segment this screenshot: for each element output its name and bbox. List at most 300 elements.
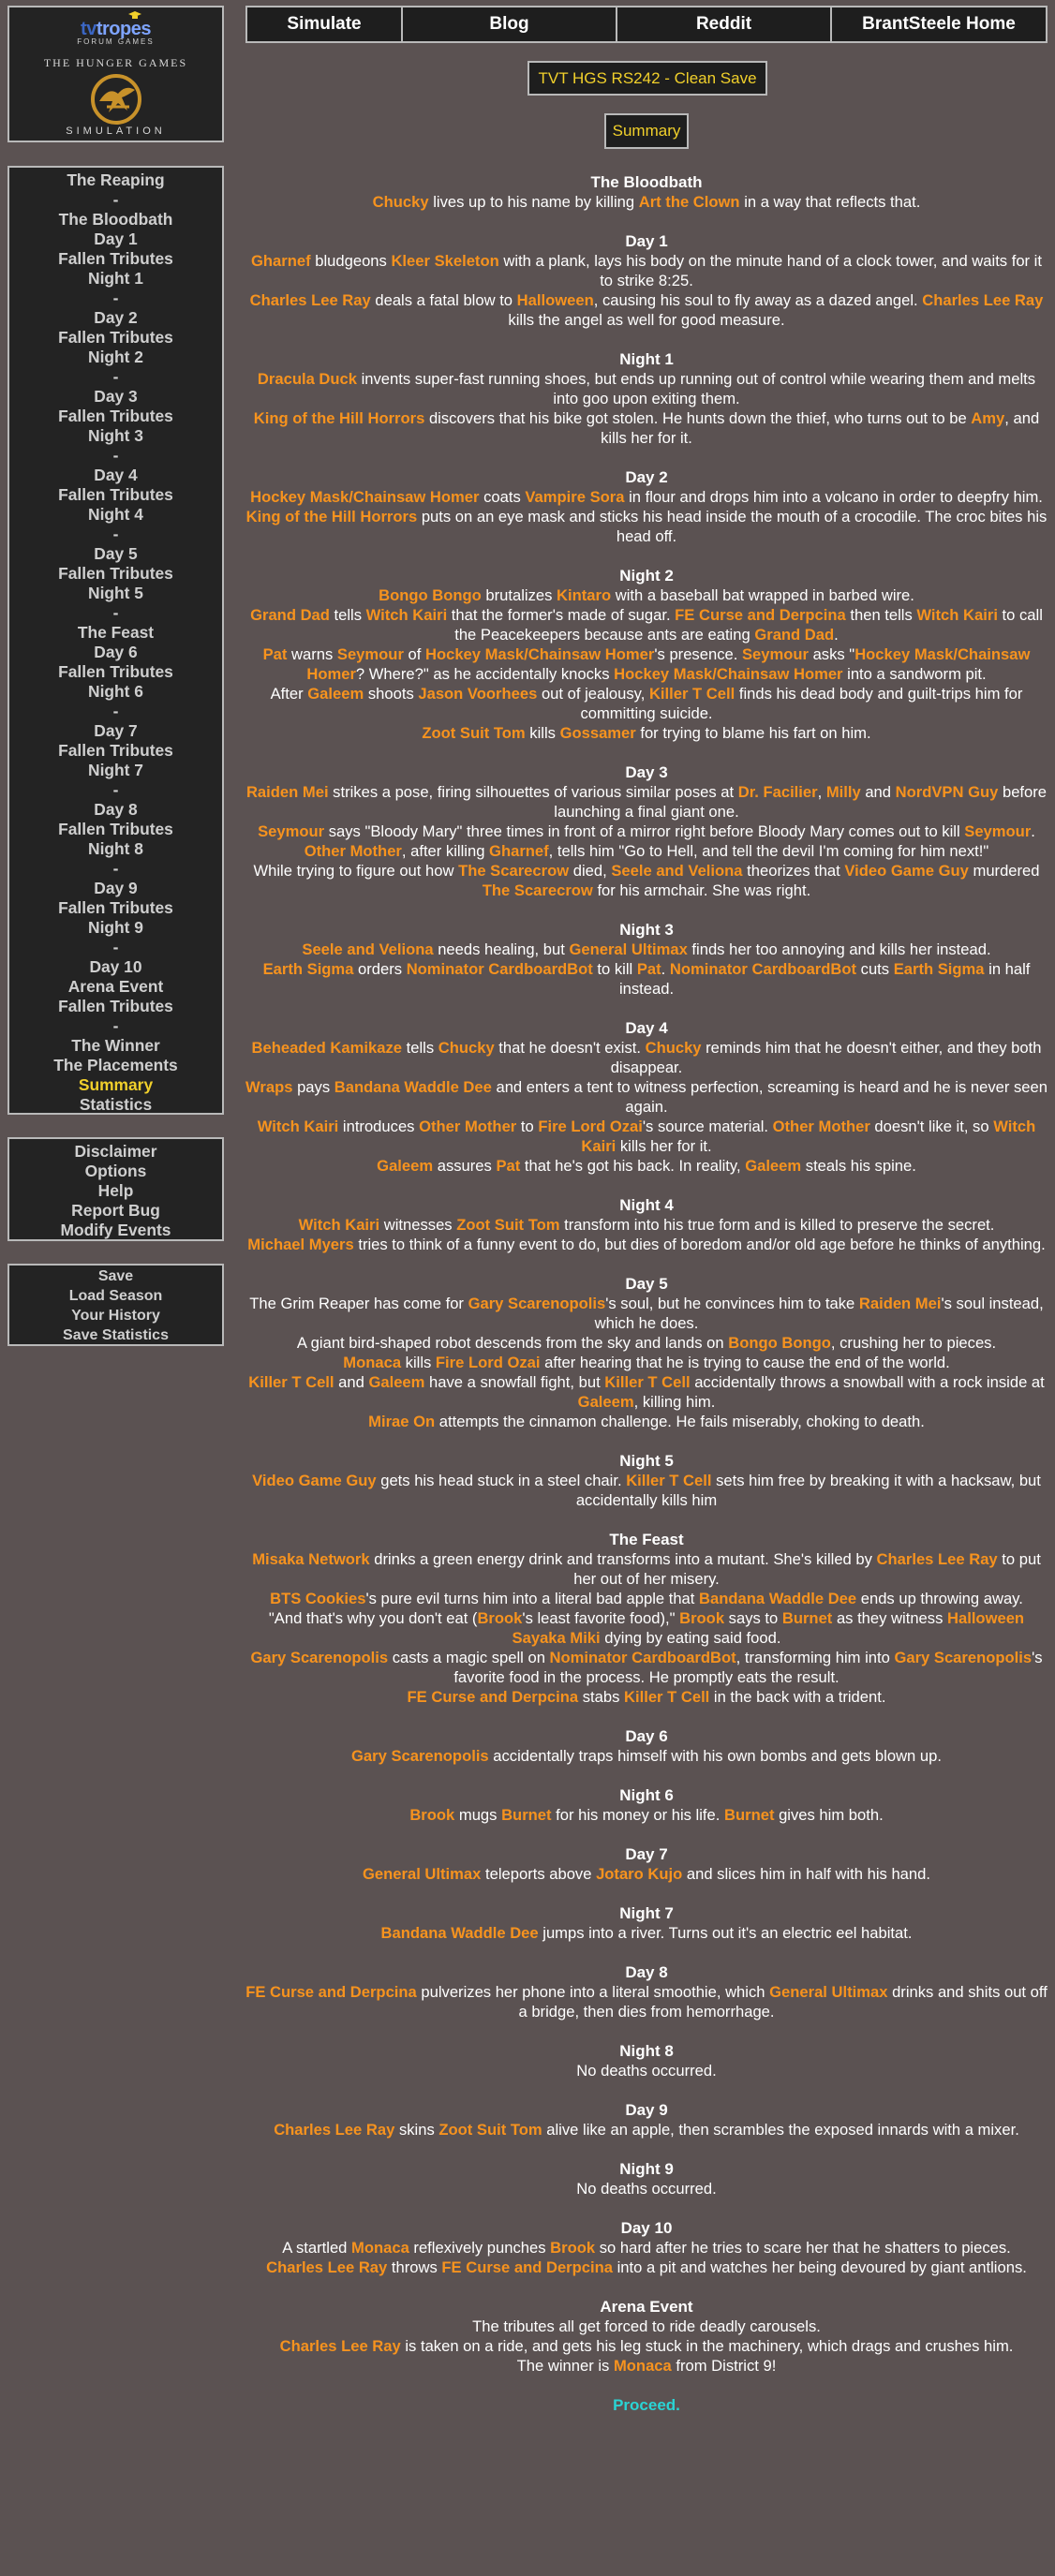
sidebar-item-fallen-tributes[interactable]: Fallen Tributes <box>58 328 173 347</box>
tribute-name: Charles Lee Ray <box>249 291 371 309</box>
section-title: The Feast <box>609 1531 684 1548</box>
nav-separator: - <box>112 938 119 956</box>
event-text: 's pure evil turns him into a literal bad apple that <box>365 1590 700 1607</box>
sidebar-item-the-bloodbath[interactable]: The Bloodbath <box>58 210 173 229</box>
event-text: finds her too annoying and kills her instead. <box>687 940 991 958</box>
tribute-name: Zoot Suit Tom <box>456 1216 560 1234</box>
sidebar-item-fallen-tributes[interactable]: Fallen Tributes <box>58 564 173 583</box>
tribute-name: Fire Lord Ozai <box>435 1354 541 1371</box>
tribute-name: Witch Kairi <box>365 606 448 624</box>
summary-content <box>245 172 1048 2415</box>
tribute-name: Pat <box>496 1157 521 1175</box>
tribute-name: Charles Lee Ray <box>279 2337 401 2355</box>
nav-separator: - <box>112 1016 119 1035</box>
sidebar-item-fallen-tributes[interactable]: Fallen Tributes <box>58 485 173 504</box>
event-text: ends up throwing away. <box>856 1590 1023 1607</box>
event-text: , crushing her to pieces. <box>830 1334 997 1352</box>
tribute-name: Other Mother <box>772 1118 870 1135</box>
event-text: transform into his true form and is killed to preserve the secret. <box>559 1216 995 1234</box>
event-line <box>245 507 1048 546</box>
tribute-name: General Ultimax <box>363 1865 482 1883</box>
event-line <box>245 684 1048 723</box>
section-day-3 <box>245 762 1048 900</box>
event-text: reflexively punches <box>409 2239 551 2257</box>
event-line <box>245 1294 1048 1333</box>
tribute-name: Burnet <box>781 1609 833 1627</box>
tribute-name: Killer T Cell <box>624 1688 710 1706</box>
event-text: bludgeons <box>310 252 392 270</box>
nav-separator: - <box>112 702 119 720</box>
event-line <box>245 1235 1048 1254</box>
tribute-name: Zoot Suit Tom <box>422 724 526 742</box>
section-title: Day 8 <box>625 1963 668 1981</box>
tribute-name: Monaca <box>343 1354 402 1371</box>
sidebar-item-save[interactable]: Save <box>97 1268 134 1284</box>
section-title: The Bloodbath <box>590 173 703 191</box>
section-title: Day 4 <box>625 1019 668 1037</box>
sidebar-item-fallen-tributes[interactable]: Fallen Tributes <box>58 898 173 917</box>
tribute-name: Killer T Cell <box>604 1373 691 1391</box>
tribute-name: Brook <box>550 2239 596 2257</box>
sidebar-item-the-reaping[interactable]: The Reaping <box>67 170 165 189</box>
section-day-5 <box>245 1274 1048 1431</box>
tribute-name: FE Curse and Derpcina <box>245 1983 417 2001</box>
tribute-name: Misaka Network <box>252 1550 370 1568</box>
nav-separator: - <box>112 525 119 543</box>
sidebar-item-load-season[interactable]: Load Season <box>68 1288 163 1304</box>
event-line <box>245 1648 1048 1687</box>
nav-separator: - <box>112 289 119 307</box>
tribute-name: Galeem <box>307 685 364 703</box>
tribute-name: King of the Hill Horrors <box>245 508 418 526</box>
sidebar-item-the-placements[interactable]: The Placements <box>53 1056 178 1074</box>
tribute-name: Earth Sigma <box>893 960 985 978</box>
event-text: kills her for it. <box>616 1137 712 1155</box>
top-nav <box>245 6 1048 43</box>
event-text: for trying to blame his fart on him. <box>635 724 871 742</box>
event-text: drinks and shits out off a bridge, then dies from hemorrhage. <box>518 1983 1048 2021</box>
section-title: Day 7 <box>625 1845 668 1863</box>
event-line <box>245 841 1048 861</box>
sidebar-item-night-1[interactable]: Night 1 <box>88 269 143 288</box>
event-text: lives up to his name by killing <box>428 193 639 211</box>
sidebar-item-day-1[interactable]: Day 1 <box>94 229 138 248</box>
sidebar-item-night-2[interactable]: Night 2 <box>88 348 143 366</box>
proceed-link[interactable]: Proceed. <box>613 2396 680 2414</box>
tribute-name: Galeem <box>745 1157 802 1175</box>
event-text: to put her out of her misery. <box>573 1550 1041 1588</box>
sidebar-item-day-3[interactable]: Day 3 <box>94 387 138 406</box>
event-text: The Grim Reaper has come for <box>249 1295 468 1312</box>
section-day-7 <box>245 1844 1048 1884</box>
event-text: , killing him. <box>633 1393 716 1411</box>
tribute-name: Gary Scarenopolis <box>351 1747 489 1765</box>
event-text: have a snowfall fight, but <box>424 1373 605 1391</box>
site-logo[interactable] <box>7 6 224 142</box>
event-line <box>245 585 1048 605</box>
event-text: ? Where?" as he accidentally knocks <box>355 665 615 683</box>
event-text: theorizes that <box>742 862 845 880</box>
sidebar-item-day-2[interactable]: Day 2 <box>94 308 138 327</box>
event-text: accidentally traps himself with his own bombs and gets blown up. <box>488 1747 942 1765</box>
event-line <box>245 2120 1048 2139</box>
section-night-9 <box>245 2159 1048 2198</box>
nav-separator: - <box>112 603 119 622</box>
event-text: in the back with a trident. <box>709 1688 886 1706</box>
section-title: Day 1 <box>625 232 668 250</box>
tribute-name: Grand Dad <box>754 626 835 644</box>
event-text: drinks a green energy drink and transforms into a mutant. She's killed by <box>369 1550 877 1568</box>
sidebar-item-night-6[interactable]: Night 6 <box>88 682 143 701</box>
tribute-name: Kleer Skeleton <box>391 252 499 270</box>
event-text: introduces <box>338 1118 420 1135</box>
section-title: Day 10 <box>620 2219 673 2237</box>
tribute-name: Nominator CardboardBot <box>669 960 857 978</box>
nav-separator: - <box>112 446 119 465</box>
event-text: No deaths occurred. <box>576 2180 717 2198</box>
sidebar-item-night-5[interactable]: Night 5 <box>88 584 143 602</box>
tribute-name: King of the Hill Horrors <box>253 409 425 427</box>
tribute-name: General Ultimax <box>569 940 688 958</box>
tribute-name: Killer T Cell <box>626 1472 712 1489</box>
section-title: Day 3 <box>625 763 668 781</box>
event-text: and <box>334 1373 369 1391</box>
section-day-6 <box>245 1726 1048 1766</box>
event-text: teleports above <box>481 1865 597 1883</box>
event-text: gets his head stuck in a steel chair. <box>376 1472 627 1489</box>
section-title: Night 3 <box>619 921 674 939</box>
sidebar-item-day-9[interactable]: Day 9 <box>94 879 138 897</box>
season-name-button[interactable]: TVT HGS RS242 - Clean Save <box>528 61 767 96</box>
event-text: accidentally throws a snowball with a rock inside at <box>690 1373 1045 1391</box>
tribute-name: Witch Kairi <box>916 606 998 624</box>
event-text: after hearing that he is trying to cause the end of the world. <box>540 1354 950 1371</box>
tribute-name: Bandana Waddle Dee <box>334 1078 492 1096</box>
section-night-6 <box>245 1785 1048 1825</box>
event-text: jumps into a river. Turns out it's an electric eel habitat. <box>538 1924 913 1942</box>
sidebar-item-day-8[interactable]: Day 8 <box>94 800 138 819</box>
tribute-name: Raiden Mei <box>245 783 329 801</box>
sidebar-item-your-history[interactable]: Your History <box>71 1308 160 1324</box>
sidebar-item-night-7[interactable]: Night 7 <box>88 761 143 779</box>
event-line <box>245 2258 1048 2277</box>
tab-reddit[interactable]: Reddit <box>617 7 832 41</box>
tribute-name: Seymour <box>258 822 325 840</box>
tribute-name: Bandana Waddle Dee <box>699 1590 857 1607</box>
event-text: that the former's made of sugar. <box>447 606 676 624</box>
tribute-name: Video Game Guy <box>252 1472 377 1489</box>
sidebar-item-the-feast[interactable]: The Feast <box>77 623 155 642</box>
sidebar-item-night-4[interactable]: Night 4 <box>88 505 143 524</box>
event-text: The winner is <box>516 2357 614 2375</box>
event-text: throws <box>387 2258 442 2276</box>
sidebar-item-options[interactable]: Options <box>84 1162 147 1180</box>
event-text: 's source material. <box>642 1118 773 1135</box>
section-title: Day 5 <box>625 1275 668 1293</box>
section-night-4 <box>245 1195 1048 1254</box>
tribute-name: Hockey Mask/Chainsaw Homer <box>250 488 480 506</box>
section-the-bloodbath <box>245 172 1048 212</box>
tribute-name: Monaca <box>351 2239 409 2257</box>
event-line <box>245 2336 1048 2356</box>
sidebar-item-day-5[interactable]: Day 5 <box>94 544 138 563</box>
section-title: Day 2 <box>625 468 668 486</box>
section-title: Night 1 <box>619 350 674 368</box>
event-text: to <box>516 1118 539 1135</box>
sidebar-item-day-10[interactable]: Day 10 <box>89 957 142 976</box>
tribute-name: Seele and Veliona <box>302 940 434 958</box>
event-line <box>245 1077 1048 1117</box>
event-text: discovers that his bike got stolen. He hunts down the thief, who turns out to be <box>424 409 972 427</box>
sidebar-item-the-winner[interactable]: The Winner <box>71 1036 160 1055</box>
nav-separator: - <box>112 190 119 209</box>
sidebar-misc <box>7 1137 224 1241</box>
tribute-name: Raiden Mei <box>858 1295 942 1312</box>
section-night-8 <box>245 2041 1048 2080</box>
sidebar-item-help[interactable]: Help <box>97 1181 134 1200</box>
event-text: into a pit and watches her being devoured by giant antlions. <box>612 2258 1027 2276</box>
sidebar-item-statistics[interactable]: Statistics <box>79 1095 153 1114</box>
section-title: Arena Event <box>600 2298 693 2316</box>
event-line <box>245 1117 1048 1156</box>
mockingjay-pin-icon <box>90 73 142 126</box>
event-text: doesn't like it, so <box>869 1118 994 1135</box>
tribute-name: FE Curse and Derpcina <box>441 2258 613 2276</box>
event-text: for his money or his life. <box>551 1806 724 1824</box>
proceed-wrap <box>245 2395 1048 2415</box>
event-text: pulverizes her phone into a literal smoothie, which <box>416 1983 770 2001</box>
event-line <box>245 251 1048 290</box>
event-line <box>245 2179 1048 2198</box>
event-text: cuts <box>856 960 894 978</box>
tribute-name: Gary Scarenopolis <box>250 1649 389 1666</box>
tribute-name: Pat <box>262 645 288 663</box>
tab-blog[interactable]: Blog <box>403 7 617 41</box>
tab-brantsteele-home[interactable]: BrantSteele Home <box>862 14 1016 34</box>
section-day-9 <box>245 2100 1048 2139</box>
event-text: steals his spine. <box>801 1157 916 1175</box>
sidebar-item-report-bug[interactable]: Report Bug <box>71 1201 160 1220</box>
sidebar-item-disclaimer[interactable]: Disclaimer <box>74 1142 157 1161</box>
event-text: "And that's why you don't eat ( <box>268 1609 478 1627</box>
event-line <box>245 644 1048 684</box>
tribute-name: Vampire Sora <box>525 488 625 506</box>
event-line <box>245 1864 1048 1884</box>
event-text: . <box>1031 822 1035 840</box>
tribute-name: BTS Cookies <box>270 1590 366 1607</box>
event-text: strikes a pose, firing silhouettes of various similar poses at <box>328 783 738 801</box>
event-line <box>245 959 1048 999</box>
sidebar-item-arena-event[interactable]: Arena Event <box>67 977 164 996</box>
event-text: murdered <box>968 862 1040 880</box>
nav-separator: - <box>112 780 119 799</box>
event-line <box>245 822 1048 841</box>
event-line <box>245 1805 1048 1825</box>
sidebar-item-summary[interactable]: Summary <box>78 1075 154 1094</box>
tribute-name: Dr. Facilier <box>737 783 818 801</box>
event-line <box>245 1471 1048 1510</box>
sidebar-item-fallen-tributes[interactable]: Fallen Tributes <box>58 662 173 681</box>
event-text: finds his dead body and guilt-trips him for committing suicide. <box>580 685 1023 722</box>
event-line <box>245 369 1048 408</box>
section-night-1 <box>245 349 1048 448</box>
event-line <box>245 1412 1048 1431</box>
tribute-name: Galeem <box>368 1373 425 1391</box>
nav-separator: - <box>112 367 119 386</box>
event-text: dying by eating said food. <box>600 1629 781 1647</box>
sidebar-item-modify-events[interactable]: Modify Events <box>60 1221 171 1239</box>
tribute-name: Wraps <box>245 1078 293 1096</box>
tribute-name: Charles Lee Ray <box>274 2121 395 2139</box>
event-text: orders <box>353 960 407 978</box>
tribute-name: Gary Scarenopolis <box>894 1649 1033 1666</box>
section-day-4 <box>245 1018 1048 1176</box>
summary-button[interactable]: Summary <box>604 113 689 149</box>
sidebar-item-fallen-tributes[interactable]: Fallen Tributes <box>58 997 173 1015</box>
tribute-name: Zoot Suit Tom <box>438 2121 542 2139</box>
sidebar-item-day-6[interactable]: Day 6 <box>94 643 138 661</box>
event-line <box>245 192 1048 212</box>
event-text: is taken on a ride, and gets his leg stuck in the machinery, which drags and crushes him. <box>400 2337 1014 2355</box>
event-text: , transforming him into <box>736 1649 895 1666</box>
event-text: says "Bloody Mary" three times in front of a mirror right before Bloody Mary comes out to kill <box>324 822 965 840</box>
sidebar-item-fallen-tributes[interactable]: Fallen Tributes <box>58 407 173 425</box>
event-line <box>245 782 1048 822</box>
event-text: deals a fatal blow to <box>370 291 517 309</box>
event-text: and enters a tent to witness perfection, screaming is heard and he is never seen again. <box>491 1078 1048 1116</box>
tribute-name: Fire Lord Ozai <box>538 1118 643 1135</box>
tribute-name: Brook <box>409 1806 455 1824</box>
tribute-name: Kintaro <box>557 586 612 604</box>
sidebar-item-fallen-tributes[interactable]: Fallen Tributes <box>58 741 173 760</box>
event-text: needs healing, but <box>433 940 570 958</box>
event-line <box>245 487 1048 507</box>
section-night-7 <box>245 1903 1048 1943</box>
event-text: alive like an apple, then scrambles the exposed innards with a mixer. <box>542 2121 1019 2139</box>
tribute-name: The Scarecrow <box>458 862 570 880</box>
tribute-name: Brook <box>679 1609 725 1627</box>
tribute-name: Nominator CardboardBot <box>549 1649 736 1666</box>
tribute-name: Halloween Sayaka Miki <box>512 1609 1025 1647</box>
event-line <box>245 1353 1048 1372</box>
event-text: sets him free by breaking it with a hacksaw, but accidentally kills him <box>575 1472 1041 1509</box>
tribute-name: Burnet <box>724 1806 775 1824</box>
event-text: to call the Peacekeepers because ants are eating <box>454 606 1043 644</box>
hunger-games-title: THE HUNGER GAMES <box>43 56 188 69</box>
event-text: assures <box>433 1157 497 1175</box>
tribute-name: Video Game Guy <box>844 862 969 880</box>
tab-simulate[interactable]: Simulate <box>247 7 403 41</box>
sidebar-item-night-8[interactable]: Night 8 <box>88 839 143 858</box>
tribute-name: Gary Scarenopolis <box>468 1295 606 1312</box>
sidebar-item-fallen-tributes[interactable]: Fallen Tributes <box>58 820 173 838</box>
tribute-name: Art the Clown <box>638 193 740 211</box>
event-text: tells <box>402 1039 438 1057</box>
tribute-name: Hockey Mask/Chainsaw Homer <box>614 665 843 683</box>
sidebar-item-save-statistics[interactable]: Save Statistics <box>63 1327 169 1343</box>
sidebar-item-night-9[interactable]: Night 9 <box>88 918 143 937</box>
tribute-name: Other Mother <box>304 842 402 860</box>
event-line <box>245 861 1048 900</box>
tribute-name: Earth Sigma <box>262 960 354 978</box>
event-text: skins <box>394 2121 439 2139</box>
section-title: Day 6 <box>625 1727 668 1745</box>
event-line <box>245 1982 1048 2021</box>
event-line <box>245 2061 1048 2080</box>
event-line <box>245 1215 1048 1235</box>
tribute-name: Bongo Bongo <box>728 1334 831 1352</box>
sidebar-item-night-3[interactable]: Night 3 <box>88 426 143 445</box>
section-day-2 <box>245 467 1048 546</box>
event-line <box>245 605 1048 644</box>
event-text: to kill <box>592 960 637 978</box>
tribute-name: Jotaro Kujo <box>596 1865 683 1883</box>
nav-separator: - <box>112 859 119 878</box>
event-text: , after killing <box>401 842 490 860</box>
event-line <box>245 723 1048 743</box>
event-text: invents super-fast running shoes, but ends up running out of control while wearing them and melts into goo upon exiting them. <box>356 370 1036 407</box>
event-line <box>245 408 1048 448</box>
tribute-name: Mirae On <box>368 1413 436 1430</box>
event-line <box>245 2356 1048 2376</box>
event-line <box>245 1687 1048 1707</box>
event-text: . <box>661 960 670 978</box>
sidebar-item-fallen-tributes[interactable]: Fallen Tributes <box>58 249 173 268</box>
event-line <box>245 1549 1048 1589</box>
event-text: of <box>403 645 425 663</box>
event-text: , and kills her for it. <box>601 409 1040 447</box>
event-text: so hard after he tries to scare her that he shatters to pieces. <box>595 2239 1011 2257</box>
event-text: then tells <box>845 606 917 624</box>
tribute-name: Gharnef <box>489 842 549 860</box>
tribute-name: Halloween <box>516 291 594 309</box>
tribute-name: Witch Kairi <box>257 1118 339 1135</box>
event-text: A startled <box>282 2239 352 2257</box>
section-title: Night 6 <box>619 1786 674 1804</box>
section-night-2 <box>245 566 1048 743</box>
event-line <box>245 1608 1048 1648</box>
event-text: attempts the cinnamon challenge. He fails miserably, choking to death. <box>435 1413 925 1430</box>
event-text: brutalizes <box>481 586 557 604</box>
event-line <box>245 1333 1048 1353</box>
tribute-name: Chucky <box>438 1039 495 1057</box>
event-text: coats <box>479 488 526 506</box>
event-text: tells <box>329 606 366 624</box>
event-text: as they witness <box>832 1609 947 1627</box>
event-text: stabs <box>578 1688 624 1706</box>
section-title: Night 8 <box>619 2042 674 2060</box>
event-line <box>245 2238 1048 2258</box>
tribute-name: Pat <box>636 960 661 978</box>
event-text: in flour and drops him into a volcano in order to deepfry him. <box>624 488 1043 506</box>
event-text: for his armchair. She was right. <box>592 881 811 899</box>
section-day-1 <box>245 231 1048 330</box>
tribute-name: Killer T Cell <box>248 1373 334 1391</box>
sidebar-item-day-7[interactable]: Day 7 <box>94 721 138 740</box>
section-night-3 <box>245 920 1048 999</box>
event-text: While trying to figure out how <box>253 862 459 880</box>
sidebar-item-day-4[interactable]: Day 4 <box>94 466 138 484</box>
event-text: , causing his soul to fly away as a dazed angel. <box>593 291 923 309</box>
tribute-name: Monaca <box>613 2357 672 2375</box>
event-line <box>245 1589 1048 1608</box>
section-day-8 <box>245 1962 1048 2021</box>
tribute-name: Chucky <box>372 193 429 211</box>
tribute-name: Charles Lee Ray <box>922 291 1044 309</box>
section-title: Night 7 <box>619 1904 674 1922</box>
section-title: Day 9 <box>625 2101 668 2119</box>
event-text: kills the angel as well for good measure. <box>508 311 785 329</box>
